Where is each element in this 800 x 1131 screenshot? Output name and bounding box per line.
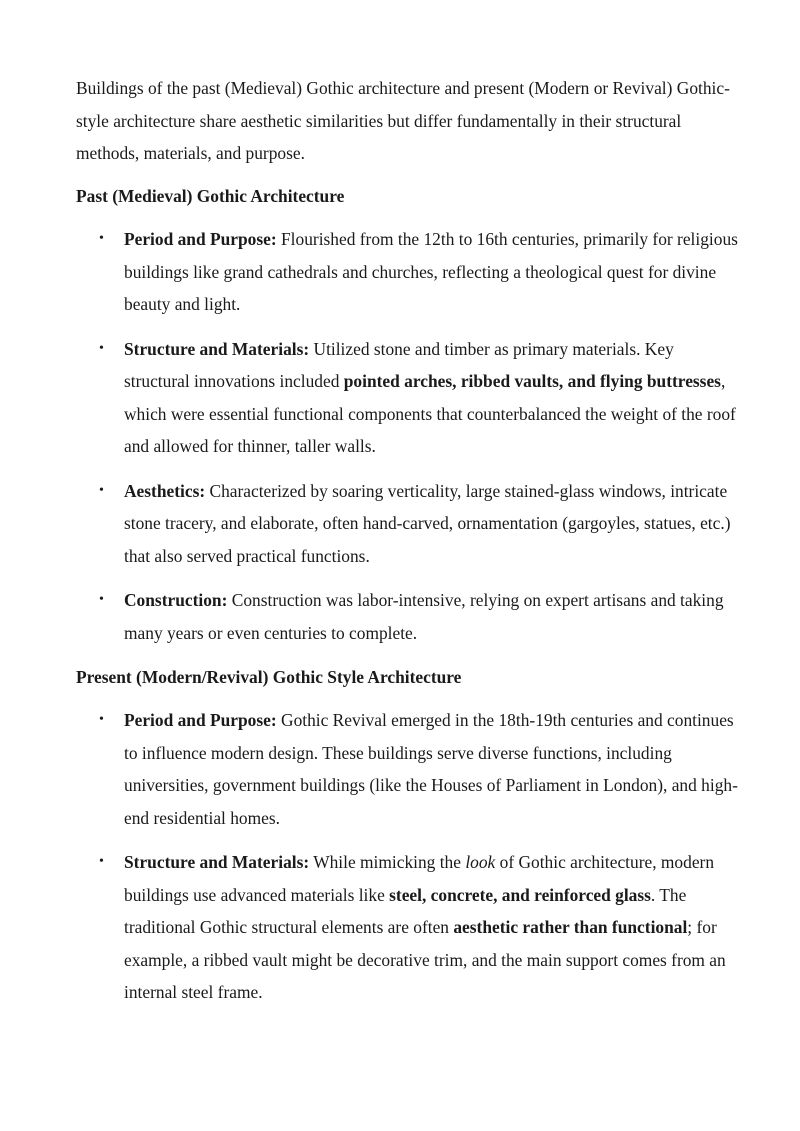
bullet-icon: • [99,231,104,246]
item-label: Period and Purpose: [124,229,277,249]
list-item [0,704,800,834]
bullet-icon: • [99,482,104,498]
item-emphasis: aesthetic rather than functional [453,917,688,937]
list-item [0,584,800,649]
item-text: Utilized stone and timber as primary materials. Key structural innovations included [124,338,674,391]
item-text: Flourished from the 12th to 16th centuries, primarily for religious buildings like grand cathedrals and churches, reflecting a theological quest for divine beauty and light. [124,229,738,314]
item-label: Aesthetics: [124,480,206,501]
section-heading-past: Past (Medieval) Gothic Architecture [76,186,345,206]
item-text: . The traditional Gothic structural elements are often [124,884,687,937]
item-label: Period and Purpose: [124,710,277,730]
item-text: Gothic Revival emerged in the 18th-19th centuries and continues to influence modern design. These buildings serve diverse functions, including universities, government buildings (like the Houses of Parliament in London), and high-end residential homes. [124,710,738,828]
item-text: ; for example, a ribbed vault might be decorative trim, and the main support comes from an internal steel frame. [124,917,726,1002]
item-italic: look [465,852,496,872]
item-emphasis: pointed arches, ribbed vaults, and flying buttresses [343,371,721,391]
item-label: Structure and Materials: [124,338,310,359]
item-text: , which were essential functional components that counterbalanced the weight of the roof and allowed for thinner, taller walls. [124,371,736,456]
bullet-icon: • [99,854,104,869]
item-label: Construction: [124,590,228,610]
item-label: Structure and Materials: [124,852,310,872]
bullet-icon: • [99,712,104,727]
present-gothic-list [0,704,800,1021]
item-text: of Gothic architecture, modern buildings use advanced materials like [124,852,715,905]
bullet-icon: • [99,592,104,607]
list-item [0,475,800,573]
item-text: Characterized by soaring verticality, large stained-glass windows, intricate stone tracery, and elaborate, often hand-carved, ornamentation (gargoyles, statues, etc.) that also served practical functions. [124,480,731,566]
item-text: Construction was labor-intensive, relying on expert artisans and taking many years or even centuries to complete. [124,590,724,643]
intro-paragraph: Buildings of the past (Medieval) Gothic architecture and present (Modern or Revival) Gothic-style architecture share aesthetic similarities but differ fundamentally in their structural methods, materials, and purpose. [76,78,730,163]
past-gothic-list [0,223,800,661]
list-item [0,846,800,1009]
bullet-icon: • [99,340,104,356]
list-item [0,333,800,463]
item-emphasis: steel, concrete, and reinforced glass [389,884,651,905]
item-text: While mimicking the [309,852,466,872]
section-heading-present: Present (Modern/Revival) Gothic Style Architecture [76,667,462,687]
list-item [0,223,800,321]
